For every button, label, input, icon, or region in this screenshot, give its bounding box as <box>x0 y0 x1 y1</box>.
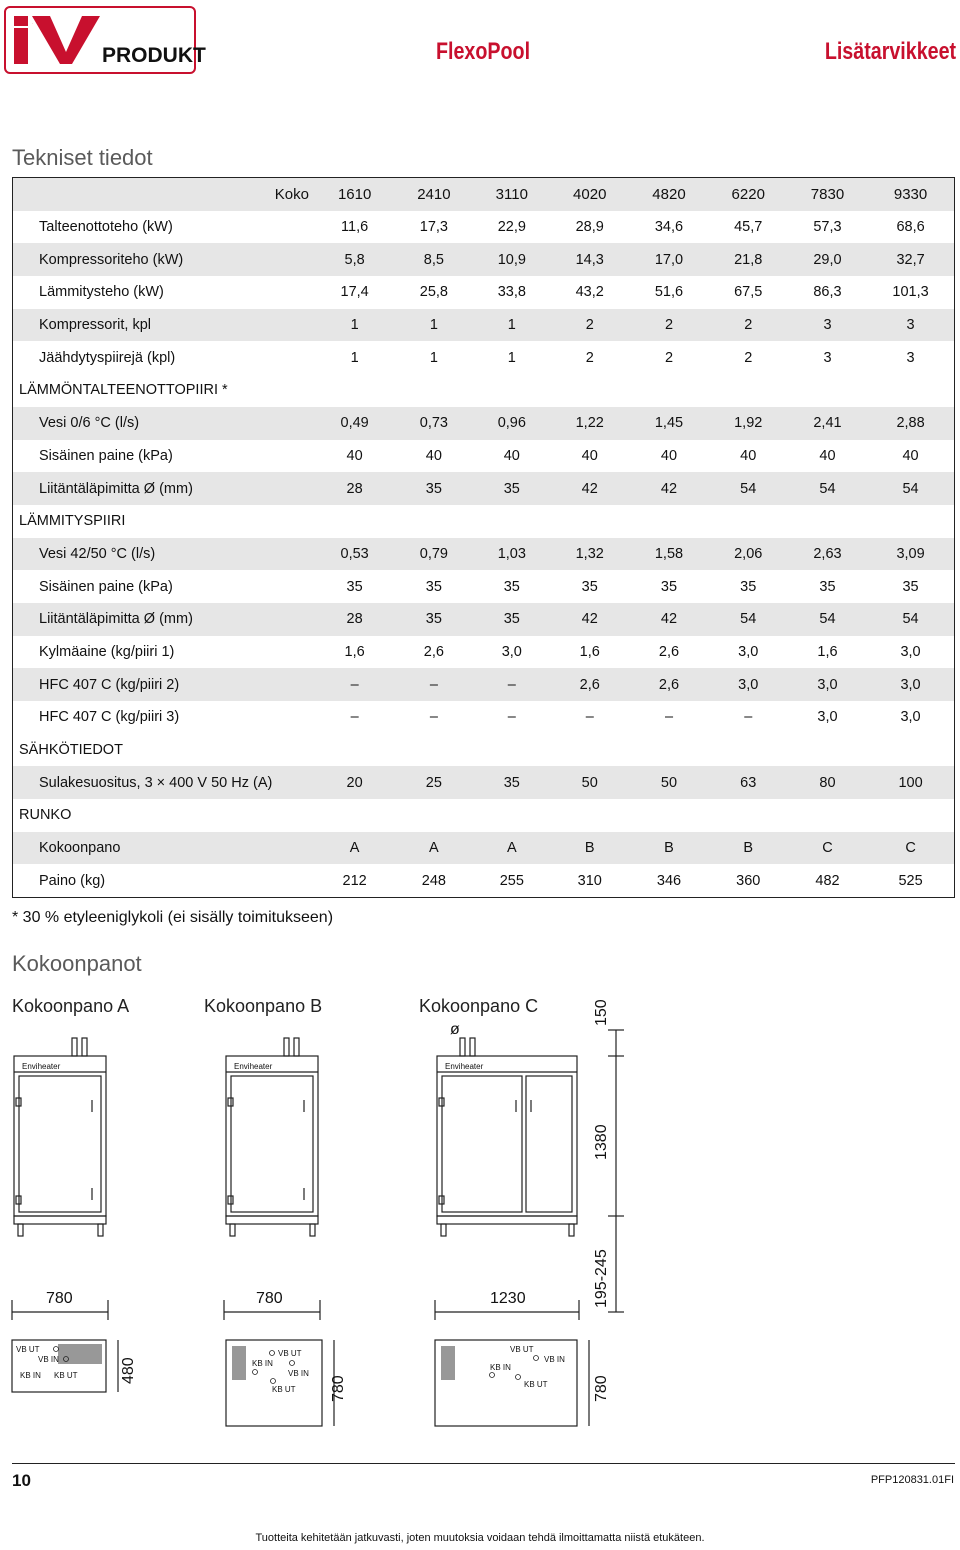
cell-value: 346 <box>656 872 682 889</box>
row-label: Kylmäaine (kg/piiri 1) <box>39 643 175 660</box>
tech-section-title: Tekniset tiedot <box>12 145 153 170</box>
unit-b-brand: Enviheater <box>234 1062 273 1071</box>
cell-value: A <box>315 832 394 865</box>
cell-value: 3,0 <box>867 668 954 701</box>
cell-value: 1,6 <box>344 643 365 660</box>
cell-value: 28 <box>315 472 394 505</box>
assembly-a-title: Kokoonpano A <box>12 996 130 1016</box>
row-label: Paino (kg) <box>39 872 106 889</box>
depth-c: 780 <box>593 1375 610 1402</box>
cell-value: 50 <box>629 766 708 799</box>
a-vb-ut: VB UT <box>16 1345 40 1354</box>
cell-value: 3,0 <box>738 643 759 660</box>
product-title: FlexoPool <box>436 38 531 65</box>
c-kb-ut: KB UT <box>524 1380 548 1389</box>
b-vb-ut: VB UT <box>278 1349 302 1358</box>
cell-value: 54 <box>867 472 954 505</box>
cell-value: 67,5 <box>734 284 763 301</box>
cell-value: 1,6 <box>579 643 600 660</box>
cell-value: – <box>664 709 674 726</box>
cell-value: 2 <box>744 349 753 366</box>
cell-value: 3,0 <box>709 668 788 701</box>
height-legs: 195-245 <box>593 1249 610 1308</box>
cell-value: 40 <box>346 447 363 464</box>
cell-value: 2 <box>550 309 629 342</box>
cell-value: 3,09 <box>867 538 954 571</box>
cell-value: 1,03 <box>474 538 551 571</box>
cell-value: 1,92 <box>709 407 788 440</box>
koko-label: Koko <box>13 178 316 211</box>
cell-value: 21,8 <box>709 243 788 276</box>
cell-value: B <box>550 832 629 865</box>
cell-value: 32,7 <box>867 243 954 276</box>
row-label: Sulakesuositus, 3 × 400 V 50 Hz (A) <box>13 766 316 799</box>
cell-value: – <box>744 709 753 726</box>
group-label: SÄHKÖTIEDOT <box>19 742 123 759</box>
model-header: 4820 <box>629 178 708 211</box>
cell-value: 40 <box>425 447 442 464</box>
cell-value: 40 <box>660 447 678 464</box>
cell-value: 45,7 <box>734 219 763 236</box>
cell-value: 3 <box>823 349 832 366</box>
row-label: HFC 407 C (kg/piiri 2) <box>13 668 316 701</box>
cell-value: 2,06 <box>709 538 788 571</box>
cell-value: 1,58 <box>629 538 708 571</box>
cell-value: 14,3 <box>550 243 629 276</box>
cell-value: 40 <box>503 447 520 464</box>
cell-value: 100 <box>867 766 954 799</box>
footer-rule <box>12 1463 955 1464</box>
cell-value: 1,6 <box>817 643 838 660</box>
cell-value: A <box>394 832 473 865</box>
b-kb-ut: KB UT <box>272 1385 296 1394</box>
cell-value: 35 <box>394 472 473 505</box>
cell-value: B <box>629 832 708 865</box>
group-label: RUNKO <box>19 807 72 824</box>
cell-value: 0,49 <box>315 407 394 440</box>
row-label: Vesi 42/50 °C (l/s) <box>13 538 316 571</box>
row-label: Vesi 0/6 °C (l/s) <box>13 407 316 440</box>
cell-value: 33,8 <box>497 284 526 301</box>
model-header: 6220 <box>709 178 788 211</box>
cell-value: 360 <box>736 872 761 889</box>
row-label: Kokoonpano <box>13 832 316 865</box>
cell-value: 3 <box>867 309 954 342</box>
cell-value: 35 <box>346 578 363 595</box>
cell-value: – <box>350 709 359 726</box>
cell-value: 68,6 <box>896 219 925 236</box>
width-a: 780 <box>46 1290 73 1307</box>
c-vb-in: VB IN <box>544 1355 565 1364</box>
cell-value: 3 <box>906 349 915 366</box>
cell-value: 35 <box>660 578 678 595</box>
cell-value: 35 <box>474 472 551 505</box>
cell-value: 54 <box>788 472 867 505</box>
cell-value: 35 <box>740 578 757 595</box>
row-label: Sisäinen paine (kPa) <box>39 447 173 464</box>
cell-value: – <box>585 709 594 726</box>
doc-code: PFP120831.01FI <box>870 1474 954 1486</box>
cell-value: 54 <box>867 603 954 636</box>
row-label: HFC 407 C (kg/piiri 3) <box>39 709 180 726</box>
cell-value: 2,6 <box>423 643 444 660</box>
cell-value: 86,3 <box>813 284 842 301</box>
cell-value: – <box>315 668 394 701</box>
assemblies-section-title: Kokoonpanot <box>12 951 142 976</box>
cell-value: 1 <box>350 349 359 366</box>
cell-value: 42 <box>550 472 629 505</box>
cell-value: 34,6 <box>654 219 684 236</box>
disclaimer: Tuotteita kehitetään jatkuvasti, joten muutoksia voidaan tehdä ilmoittamatta niistä etukäteen. <box>255 1532 705 1544</box>
cell-value: 310 <box>577 872 602 889</box>
depth-b: 780 <box>330 1375 347 1402</box>
row-label: Jäähdytyspiirejä (kpl) <box>39 349 176 366</box>
cell-value: 35 <box>474 603 551 636</box>
a-vb-in: VB IN <box>38 1355 59 1364</box>
cell-value: C <box>788 832 867 865</box>
cell-value: 2 <box>629 309 708 342</box>
section-title: Lisätarvikkeet <box>824 38 956 65</box>
cell-value: 2,41 <box>788 407 867 440</box>
cell-value: 1,22 <box>550 407 629 440</box>
cell-value: 10,9 <box>474 243 551 276</box>
cell-value: 51,6 <box>654 284 684 301</box>
cell-value: 2 <box>709 309 788 342</box>
cell-value: 3 <box>788 309 867 342</box>
b-kb-in: KB IN <box>252 1359 273 1368</box>
footnote: * 30 % etyleeniglykoli (ei sisälly toimitukseen) <box>12 909 334 926</box>
cell-value: 0,53 <box>315 538 394 571</box>
cell-value: 2,63 <box>788 538 867 571</box>
cell-value: 0,73 <box>394 407 473 440</box>
cell-value: 80 <box>788 766 867 799</box>
assembly-c-title: Kokoonpano C <box>419 996 539 1016</box>
a-kb-in: KB IN <box>20 1371 41 1380</box>
cell-value: – <box>394 668 473 701</box>
cell-value: 1 <box>507 349 516 366</box>
cell-value: 25,8 <box>419 284 448 301</box>
cell-value: A <box>474 832 551 865</box>
c-kb-in: KB IN <box>490 1363 511 1372</box>
cell-value: 2 <box>664 349 674 366</box>
cell-value: 29,0 <box>788 243 867 276</box>
cell-value: 17,4 <box>340 284 369 301</box>
cell-value: – <box>474 668 551 701</box>
cell-value: 2,6 <box>658 643 680 660</box>
cell-value: 2,88 <box>867 407 954 440</box>
row-label: Kompressorit, kpl <box>13 309 316 342</box>
cell-value: 42 <box>629 603 708 636</box>
cell-value: 3,0 <box>900 643 921 660</box>
cell-value: 1 <box>429 349 438 366</box>
cell-value: 20 <box>315 766 394 799</box>
cell-value: 35 <box>902 578 919 595</box>
cell-value: 28,9 <box>575 219 604 236</box>
unit-c-brand: Enviheater <box>445 1062 484 1071</box>
model-header: 2410 <box>394 178 473 211</box>
cell-value: 17,0 <box>629 243 708 276</box>
cell-value: 50 <box>550 766 629 799</box>
cell-value: B <box>709 832 788 865</box>
cell-value: 1 <box>474 309 551 342</box>
cell-value: 54 <box>709 472 788 505</box>
width-c: 1230 <box>490 1290 526 1307</box>
cell-value: 2,6 <box>629 668 708 701</box>
cell-value: – <box>429 709 438 726</box>
cell-value: C <box>867 832 954 865</box>
cell-value: 1 <box>394 309 473 342</box>
cell-value: 11,6 <box>341 219 369 236</box>
cell-value: 0,79 <box>394 538 473 571</box>
cell-value: 42 <box>629 472 708 505</box>
c-vb-ut: VB UT <box>510 1345 534 1354</box>
cell-value: 17,3 <box>419 219 448 236</box>
depth-a: 480 <box>120 1357 137 1384</box>
cell-value: 22,9 <box>497 219 526 236</box>
cell-value: 35 <box>474 766 551 799</box>
unit-a-brand: Enviheater <box>22 1062 61 1071</box>
cell-value: 212 <box>342 872 367 889</box>
height-top: 150 <box>593 999 610 1026</box>
logo-text: PRODUKT <box>102 44 206 67</box>
logo-letters: IV <box>32 24 33 25</box>
model-header: 3110 <box>474 178 551 211</box>
row-label: Liitäntäläpimitta Ø (mm) <box>13 472 316 505</box>
unit-c-top-view <box>435 1340 577 1426</box>
height-main: 1380 <box>593 1124 610 1160</box>
cell-value: 40 <box>740 447 757 464</box>
cell-value: 35 <box>819 578 836 595</box>
cell-value: 40 <box>819 447 836 464</box>
model-header: 7830 <box>788 178 867 211</box>
row-label: Sisäinen paine (kPa) <box>39 578 173 595</box>
cell-value: 1,45 <box>629 407 708 440</box>
cell-value: 35 <box>581 578 598 595</box>
assembly-b-title: Kokoonpano B <box>204 996 323 1016</box>
row-label: Kompressoriteho (kW) <box>13 243 316 276</box>
cell-value: 2 <box>585 349 594 366</box>
model-header: 9330 <box>867 178 954 211</box>
cell-value: 35 <box>503 578 520 595</box>
group-label: LÄMMÖNTALTEENOTTOPIIRI * <box>19 382 228 399</box>
cell-value: 101,3 <box>892 284 929 301</box>
cell-value: 525 <box>898 872 923 889</box>
cell-value: – <box>507 709 516 726</box>
cell-value: 8,5 <box>394 243 473 276</box>
cell-value: 3,0 <box>900 709 921 726</box>
page-number: 10 <box>12 1471 31 1490</box>
cell-value: 3,0 <box>817 709 838 726</box>
cell-value: 57,3 <box>813 219 842 236</box>
width-b: 780 <box>256 1290 283 1307</box>
cell-value: 248 <box>421 872 446 889</box>
cell-value: 35 <box>425 578 442 595</box>
cell-value: 40 <box>581 447 598 464</box>
cell-value: 255 <box>499 872 524 889</box>
cell-value: 42 <box>550 603 629 636</box>
cell-value: 40 <box>902 447 919 464</box>
cell-value: 28 <box>315 603 394 636</box>
a-kb-ut: KB UT <box>54 1371 78 1380</box>
model-header: 1610 <box>315 178 394 211</box>
cell-value: 1 <box>315 309 394 342</box>
cell-value: 5,8 <box>315 243 394 276</box>
cell-value: 54 <box>788 603 867 636</box>
cell-value: 2,6 <box>550 668 629 701</box>
model-header: 4020 <box>550 178 629 211</box>
cell-value: 43,2 <box>575 284 604 301</box>
cell-value: 482 <box>815 872 840 889</box>
row-label: Lämmitysteho (kW) <box>39 284 164 301</box>
cell-value: 0,96 <box>474 407 551 440</box>
cell-value: 54 <box>709 603 788 636</box>
cell-value: 35 <box>394 603 473 636</box>
diameter-symbol: ø <box>450 1021 460 1038</box>
cell-value: 63 <box>709 766 788 799</box>
row-label: Liitäntäläpimitta Ø (mm) <box>13 603 316 636</box>
cell-value: 1,32 <box>550 538 629 571</box>
cell-value: 3,0 <box>788 668 867 701</box>
group-label: LÄMMITYSPIIRI <box>19 513 126 530</box>
cell-value: 3,0 <box>501 643 522 660</box>
row-label: Talteenottoteho (kW) <box>39 219 173 236</box>
b-vb-in: VB IN <box>288 1369 309 1378</box>
cell-value: 25 <box>394 766 473 799</box>
